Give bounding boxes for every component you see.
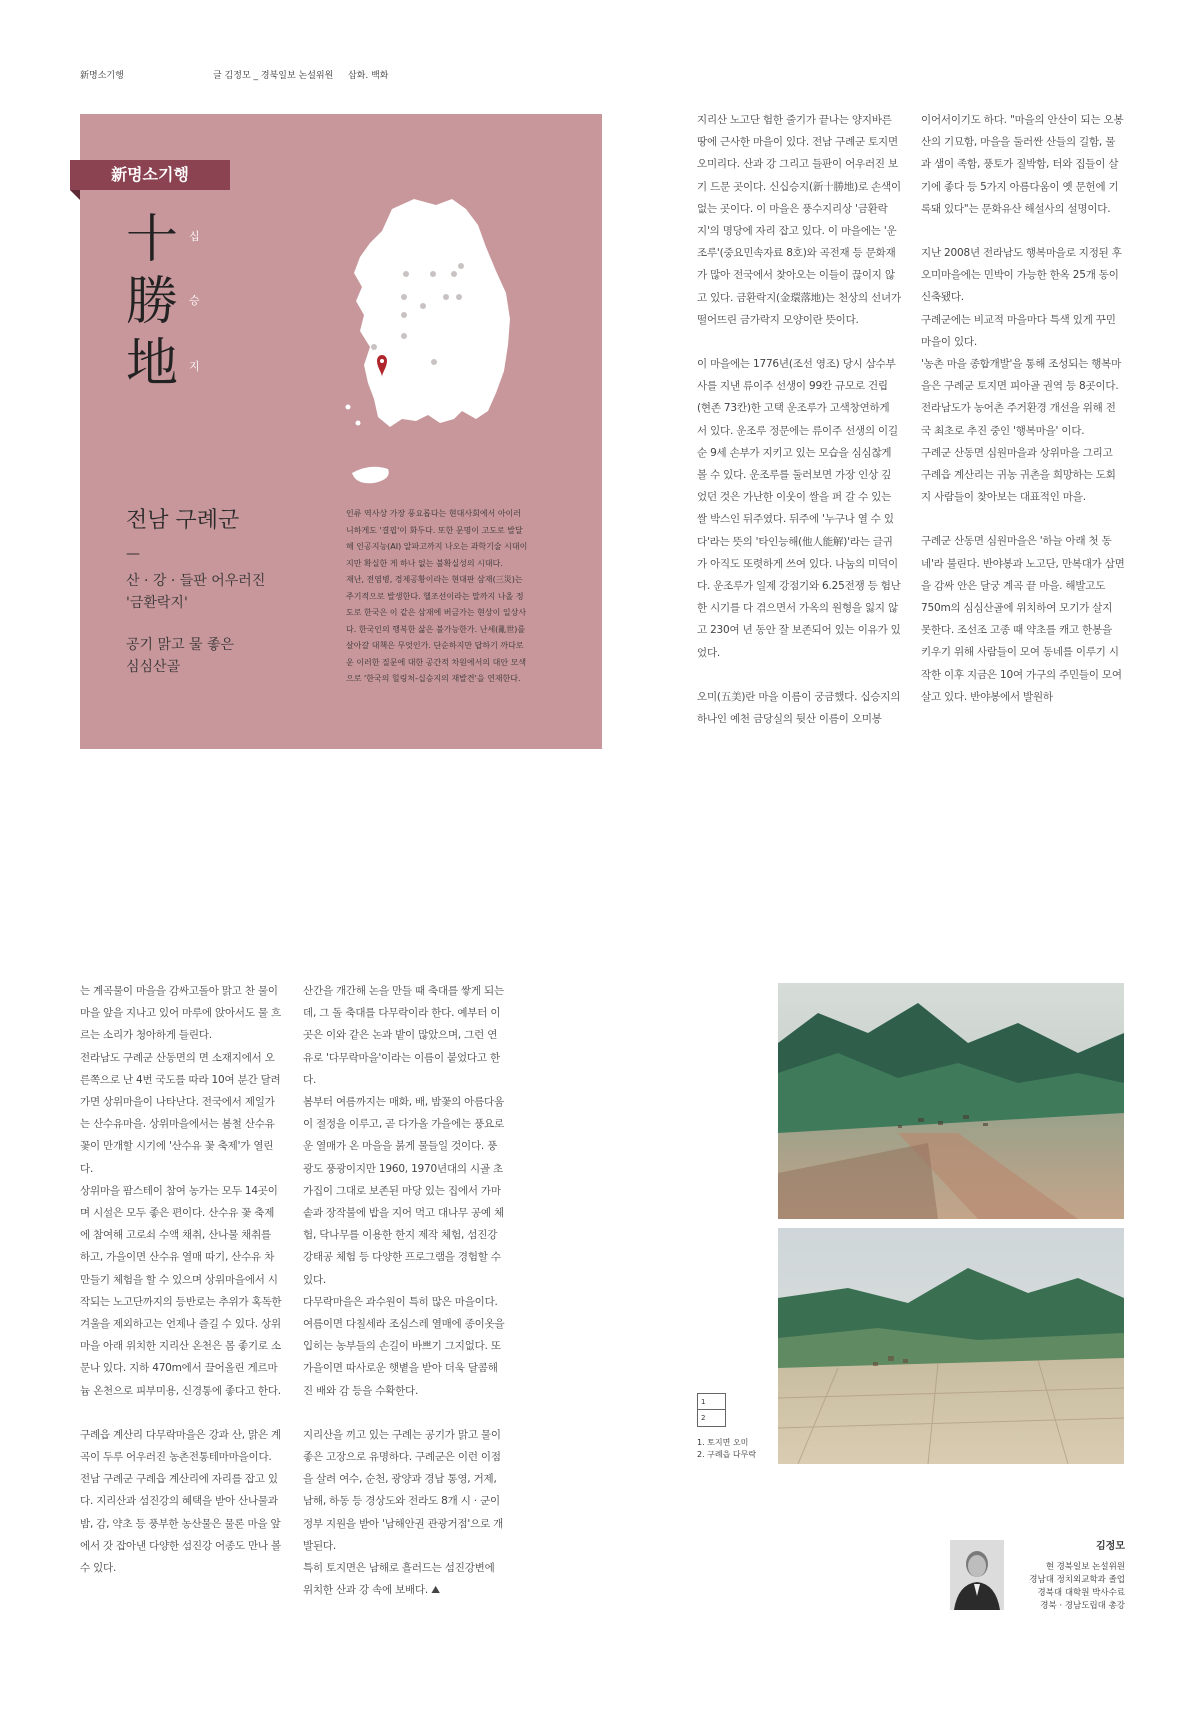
author-bio-line: 경북 · 경남도립대 총강 <box>1040 1601 1125 1611</box>
place-dot <box>371 344 377 350</box>
subtitle-2-line-2: 심심산골 <box>126 659 181 675</box>
place-dot <box>401 312 407 318</box>
paragraph: 산간을 개간해 논을 만들 때 축대를 쌓게 되는데, 그 돌 축대를 다무락이라 한다. 예부터 이곳은 이와 같은 논과 밭이 많았으며, 그런 연유로 '다무락마을'이라는 이름이 붙었다고 한다. <box>303 985 504 1086</box>
title-dash: — <box>126 546 140 562</box>
paragraph: 구례군에는 비교적 마을마다 특색 있게 꾸민 마을이 있다. <box>921 313 1116 348</box>
paragraph: 특히 토지면은 남해로 흘러드는 섬진강변에 위치한 산과 강 속에 보배다. ⛰ <box>303 1562 495 1597</box>
paragraph: 이 마을에는 1776년(조선 영조) 당시 삼수부사를 지낸 류이주 선생이 99칸 규모로 건립(현존 73칸)한 고택 운조루가 고색창연하게 서 있다. 운조루 정문에는 류이주 선생의 이길순 9세 손부가 지키고 있는 모습을 심심찮게 볼 수 있다. 운조루를 둘러보면 가장 인상 깊었던 것은 가난한 이웃이 쌀을 퍼 갈 수 있는 쌀 박스인 뒤주였다. 뒤주에 '누구나 열 수 있다'라는 뜻의 '타인능해(他人能解)'라는 글귀가 아직도 또렷하게 쓰여 있다. 나눔의 미덕이다. 운조루가 일제 강점기와 6.25전쟁 등 험난한 시기를 다 겪으면서 가옥의 원형을 잃지 않고 230여 년 동안 잘 보존되어 있는 이유가 있었다. <box>697 358 901 659</box>
section-label: 新명소기행 <box>80 71 124 81</box>
paragraph: 구례읍 계산리 다무락마을은 강과 산, 맑은 계곡이 두루 어우러진 농촌전통테마마을이다. 전남 구례군 구례읍 계산리에 자리를 잡고 있다. 지리산과 섬진강의 혜택을 받아 산나물과 밤, 감, 약초 등 풍부한 농산물은 물론 마을 앞에서 갓 잡아낸 다양한 섬진강 어종도 만나 볼 수 있다. <box>80 1428 281 1575</box>
island-dot <box>346 405 351 410</box>
place-dot <box>458 263 464 269</box>
place-dot <box>456 294 462 300</box>
paragraph: 이어서이기도 하다. "마을의 안산이 되는 오봉산의 기묘함, 마을을 둘러싼 산들의 길함, 물과 샘이 족함, 풍토가 질박함, 터와 집들이 살기에 좋다 등 5가지 아름다움이 옛 문헌에 기록돼 있다"는 문화유산 해설사의 설명이다. <box>921 114 1124 215</box>
paragraph: 구례군 산동면 심원마을은 '하늘 아래 첫 동네'라 불린다. 반야봉과 노고단, 만복대가 삼면을 감싸 안은 달궁 계곡 끝 마을. 해발고도 750m의 심심산골에 위치하여 모기가 살지 못한다. 조선조 고종 때 약초를 캐고 한봉을 키우기 위해 사람들이 모여 동네를 이루기 시작한 이후 지금은 10여 가구의 주민들이 모여 살고 있다. 반야봉에서 발원하 <box>921 535 1125 703</box>
place-dot <box>431 359 437 365</box>
author-credit: 글 김정모 _ 경북일보 논설위원 <box>213 71 334 81</box>
author-bio-line: 현 경북일보 논설위원 <box>1045 1562 1125 1572</box>
article-column-3 <box>80 980 284 1579</box>
author-bio-line: 경남대 정치외교학과 졸업 <box>1029 1575 1125 1585</box>
author-bio-line: 경북대 대학원 박사수료 <box>1037 1588 1125 1598</box>
place-dot <box>401 294 407 300</box>
paragraph: 전라남도 구례군 산동면의 면 소재지에서 오른쪽으로 난 4번 국도를 따라 10여 분간 달려가면 상위마을이 나타난다. 전국에서 제일가는 산수유마을. 상위마을에서는 봄철 산수유 꽃이 만개할 시기에 '산수유 꽃 축제'가 열린다. <box>80 1051 281 1175</box>
intro-text <box>346 506 528 688</box>
paragraph: 다무락마을은 과수원이 특히 많은 마을이다. 여름이면 다칠세라 조심스레 열매에 종이옷을 입히는 농부들의 손길이 바쁘기 그지없다. 또 가을이면 따사로운 햇볕을 받아 더욱 달콤해진 배와 감 등을 수확한다. <box>303 1295 505 1397</box>
illustration-credit: 삽화. 백화 <box>348 71 389 81</box>
title-hangul-1: 십 <box>189 230 200 243</box>
subtitle-1-line-1: 산 · 강 · 들판 어우러진 <box>126 573 266 589</box>
article-column-1 <box>697 109 901 730</box>
place-dot <box>443 294 449 300</box>
author-name: 김정모 <box>1096 1541 1125 1552</box>
paragraph: 오미(五美)란 마을 이름이 궁금했다. 십승지의 하나인 예천 금당실의 뒷산 이름이 오미봉 <box>697 690 901 726</box>
paragraph: '농촌 마을 종합개발'을 통해 조성되는 행복마을은 구례군 토지면 피아골 권역 등 8곳이다. 전라남도가 농어촌 주거환경 개선을 위해 전국 최초로 추진 중인 '행복마을' 이다. <box>921 358 1122 437</box>
paragraph: 구례군 산동면 심원마을과 상위마을 그리고 구례읍 계산리는 귀농 귀촌을 희망하는 도회지 사람들이 찾아보는 대표적인 마을. <box>921 446 1116 504</box>
place-dot <box>420 303 426 309</box>
painting-1 <box>778 983 1124 1219</box>
paragraph: 는 계곡물이 마을을 감싸고돌아 맑고 찬 물이 마을 앞을 지나고 있어 마루에 앉아서도 물 흐르는 소리가 청아하게 들린다. <box>80 985 281 1042</box>
place-dot <box>401 333 407 339</box>
title-hanja-1: 十 <box>126 210 179 270</box>
figure-index-box <box>697 1393 726 1427</box>
paragraph: 상위마을 팜스테이 참여 농가는 모두 14곳이며 시설은 모두 좋은 편이다. 산수유 꽃 축제에 참여해 고로쇠 수액 채취, 산나물 채취를 하고, 가을이면 산수유 열매 따기, 산수유 차 만들기 체험을 할 수 있으며 상위마을에서 시작되는 노고단까지의 등반로는 추위가 혹독한 겨울을 제외하고는 언제나 즐길 수 있다. 상위마을 아래 위치한 지리산 온천은 몸 좋기로 소문나 있다. 지하 470m에서 끌어올린 게르마늄 온천으로 피부미용, 신경통에 좋다고 한다. <box>80 1184 282 1397</box>
caption-1: 1. 토지면 오미 <box>697 1438 749 1447</box>
place-dot <box>451 271 457 277</box>
painting-2 <box>778 1228 1124 1464</box>
place-title: 전남 구례군 <box>126 508 240 533</box>
paragraph: 지난 2008년 전라남도 행복마을로 지정된 후 오미마을에는 민박이 가능한 한옥 25개 동이 신축됐다. <box>921 247 1122 304</box>
figure-index: 1 <box>698 1394 725 1410</box>
author-photo <box>950 1540 1004 1610</box>
intro-paragraph: 재난, 전염병, 경제공황이라는 현대판 삼재(三災)는 주기적으로 발생한다. 헬조선이라는 말까지 나올 정도로 한국은 이 같은 삼재에 버금가는 현상이 일상사다. 한국인의 행복한 삶은 불가능한가. 난세(亂世)를 살아갈 대책은 무엇인가. 단순하지만 답하기 까다로운 이러한 질문에 대한 공간적 차원에서의 대안 모색으로 '한국의 힐링처-십승지의 재발견'을 연재한다. <box>346 575 527 683</box>
place-dot <box>403 271 409 277</box>
korea-map <box>330 195 540 495</box>
article-column-2 <box>921 109 1125 708</box>
paragraph: 봄부터 여름까지는 매화, 배, 밤꽃의 아름다움이 절정을 이루고, 곧 다가올 가을에는 풍요로운 열매가 온 마을을 붉게 물들일 것이다. 풍광도 풍광이지만 1960, 1970년대의 시골 초가집이 그대로 보존된 마당 있는 집에서 가마솥과 장작불에 밥을 지어 먹고 대나무 공예 체험, 닥나무를 이용한 한지 제작 체험, 섬진강 강태공 체험 등 다양한 프로그램을 경험할 수 있다. <box>303 1096 504 1286</box>
caption-2: 2. 구례읍 다무락 <box>697 1450 757 1459</box>
title-hangul-2: 승 <box>189 294 200 307</box>
article-column-4 <box>303 980 507 1601</box>
title-hanja-2: 勝 <box>126 272 179 332</box>
figure-index: 2 <box>701 1414 706 1422</box>
jeju-island <box>352 467 389 484</box>
subtitle-1-line-2: '금환락지' <box>126 595 188 611</box>
ribbon-fold <box>70 190 80 200</box>
subtitle-2-line-1: 공기 맑고 물 좋은 <box>126 637 235 653</box>
korea-mainland <box>354 199 510 427</box>
paragraph: 지리산을 끼고 있는 구례는 공기가 맑고 물이 좋은 고장으로 유명하다. 구례군은 이런 이점을 살려 여수, 순천, 광양과 경남 통영, 거제, 남해, 하동 등 경상도와 전라도 8개 시 · 군이 정부 지원을 받아 '남해안권 관광거점'으로 개발된다. <box>303 1428 504 1552</box>
island-dot <box>356 421 361 426</box>
feature-ribbon: 新명소기행 <box>70 160 230 190</box>
paragraph: 지리산 노고단 험한 줄기가 끝나는 양지바른 땅에 근사한 마을이 있다. 전남 구례군 토지면 오미리다. 산과 강 그리고 들판이 어우러진 보기 드문 곳이다. 신십승지(新十勝地)로 손색이 없는 곳이다. 이 마을은 풍수지리상 '금환락지'의 명당에 자리 잡고 있다. 이 마을에는 '운조루'(중요민속자료 8호)와 곡전재 등 문화재가 많아 전국에서 찾아오는 이들이 끊이지 않고 있다. 금환락지(金環落地)는 천상의 선녀가 떨어뜨린 금가락지 모양이란 뜻이다. <box>697 114 901 326</box>
place-dot <box>430 271 436 277</box>
title-hangul-3: 지 <box>189 360 200 373</box>
intro-paragraph: 인류 역사상 가장 풍요롭다는 현대사회에서 아이러니하게도 '결핍'이 화두다. 또한 문명이 고도로 발달해 인공지능(AI) 알파고까지 나오는 과학기술 시대이지만 확실한 게 하나 없는 불확실성의 시대다. <box>346 509 528 568</box>
title-hanja-3: 地 <box>126 334 179 394</box>
